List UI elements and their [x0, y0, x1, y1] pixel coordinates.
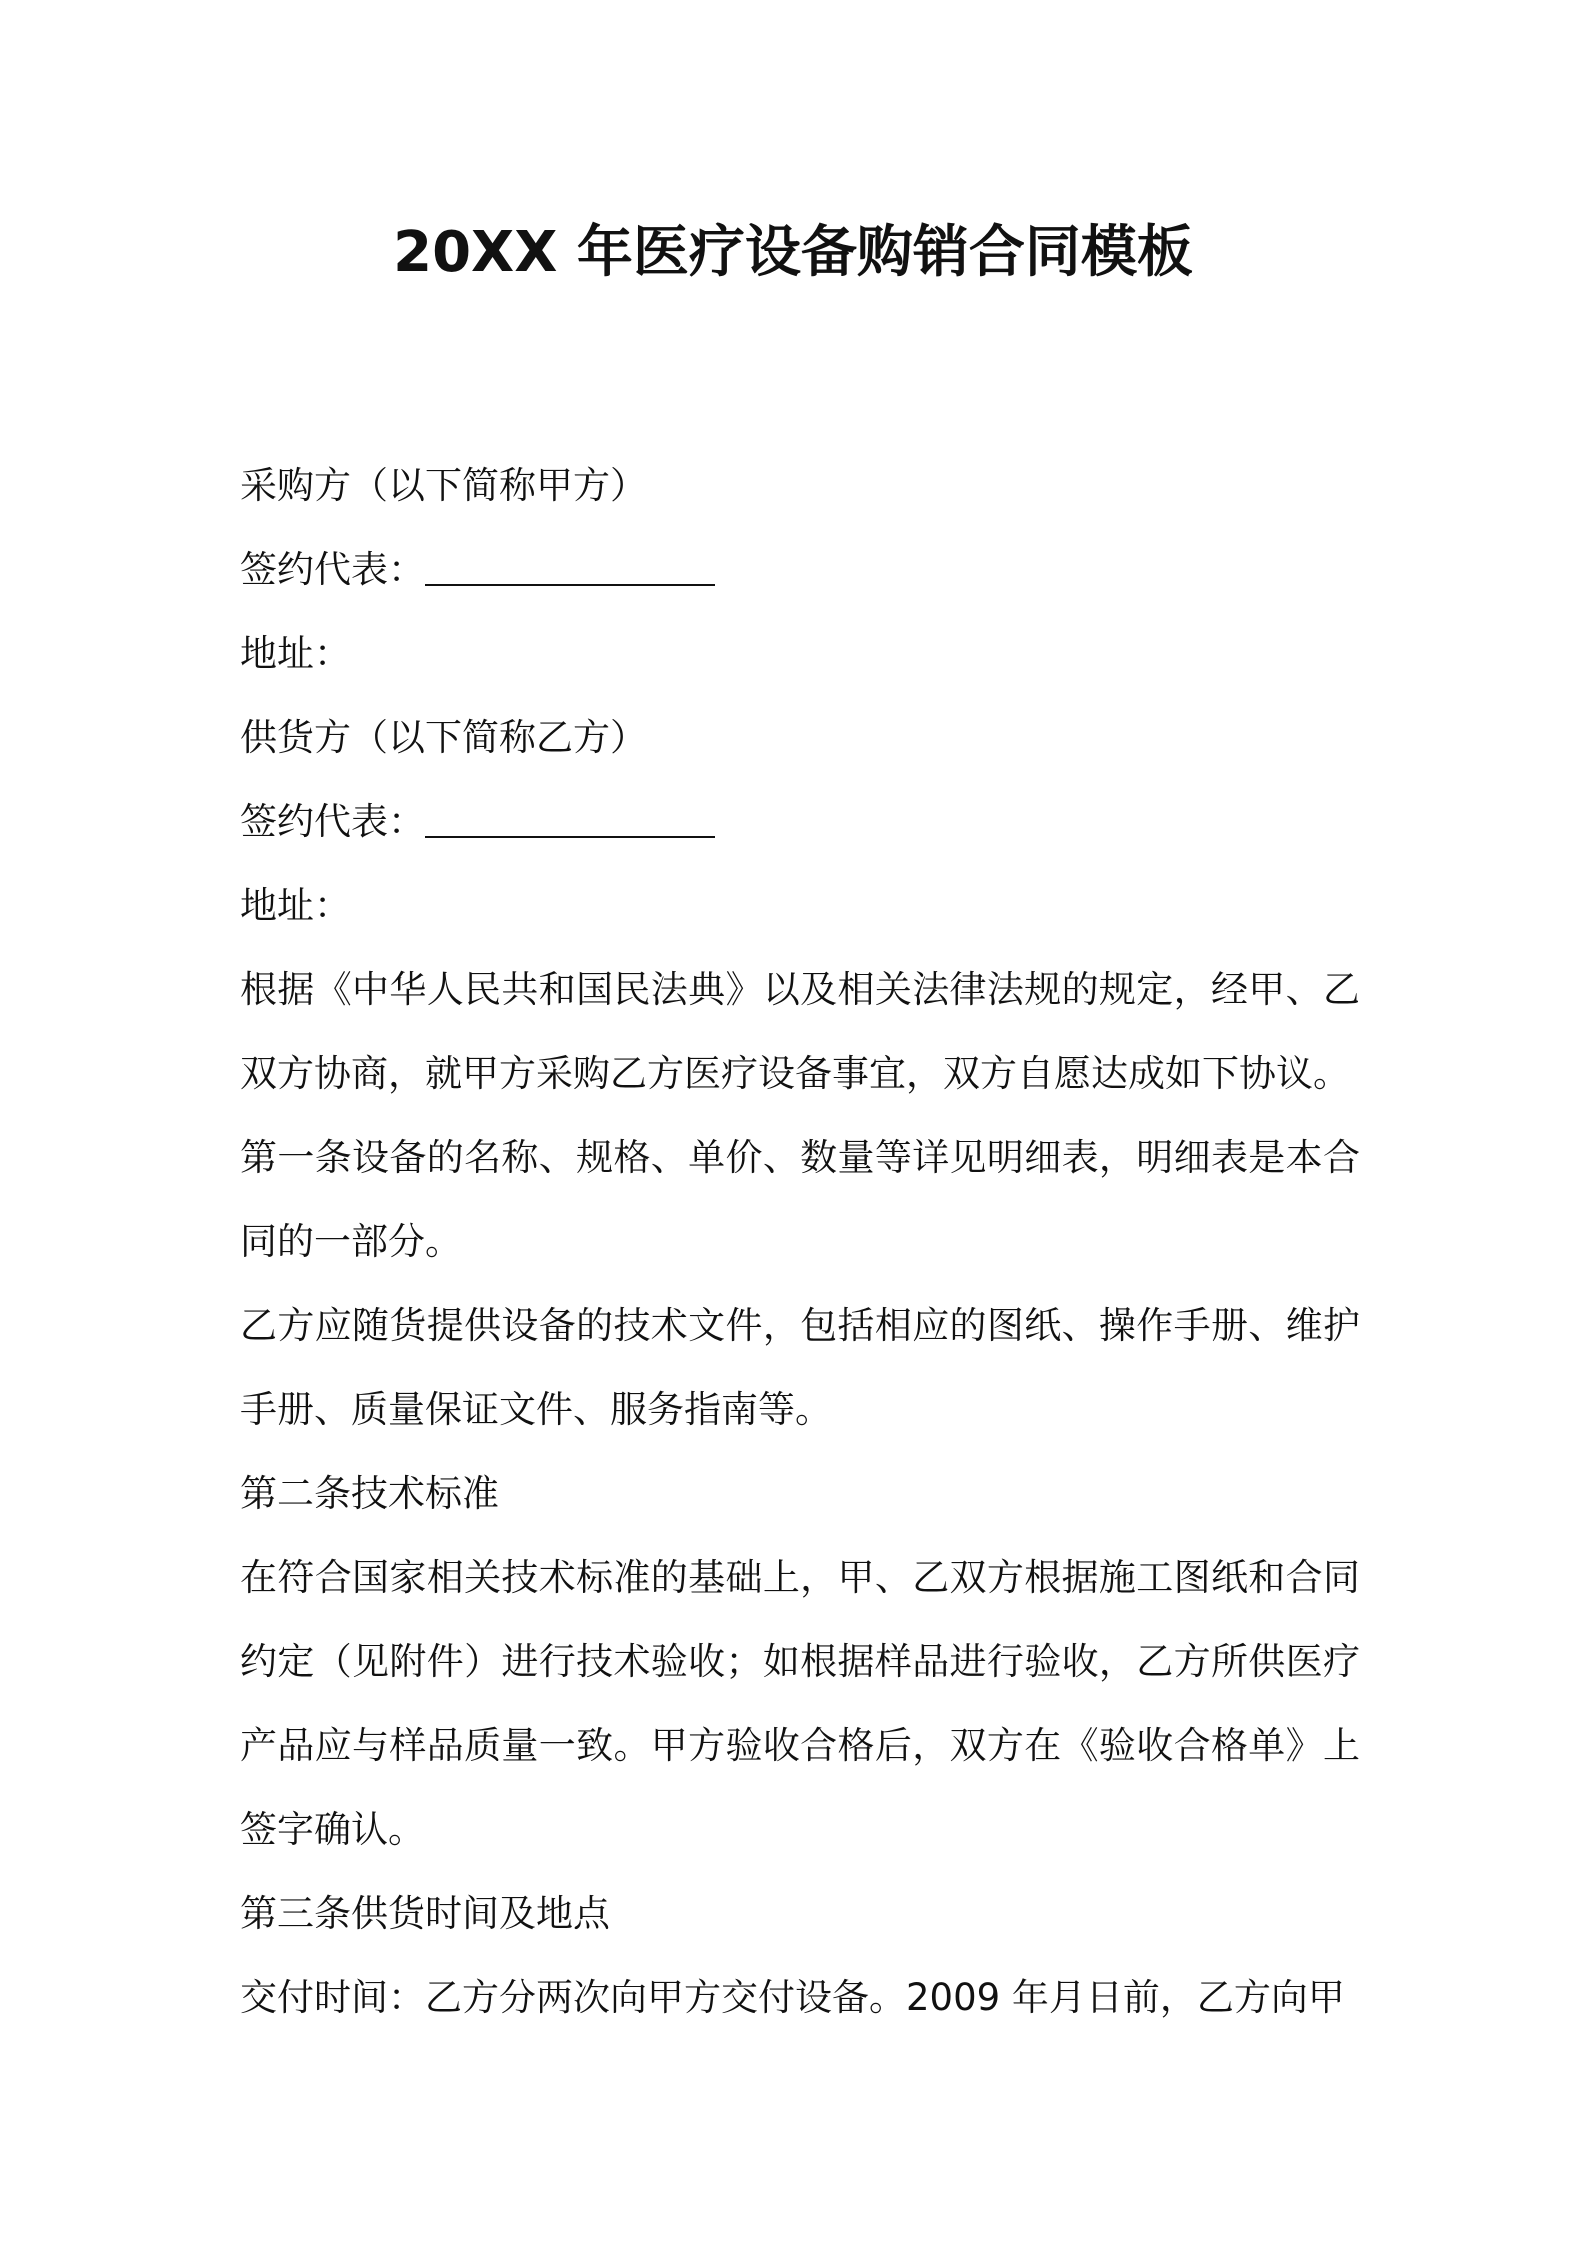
seller-representative-label: 签约代表：: [240, 800, 425, 843]
buyer-address-label: 地址：: [240, 632, 351, 675]
buyer-representative-label: 签约代表：: [240, 548, 425, 591]
article-2-paragraph: 在符合国家相关技术标准的基础上，甲、乙双方根据施工图纸和合同约定（见附件）进行技术验收；如根据样品进行验收，乙方所供医疗产品应与样品质量一致。甲方验收合格后，双方在《验收合格单》上签字确认。: [240, 1556, 1360, 1851]
article-3-delivery-paragraph: 交付时间：乙方分两次向甲方交付设备。2009 年月日前，乙方向甲: [240, 1976, 1345, 2019]
buyer-heading: 采购方（以下简称甲方）: [240, 464, 647, 507]
seller-heading: 供货方（以下简称乙方）: [240, 716, 647, 759]
article-2-heading: 第二条技术标准: [240, 1472, 499, 1515]
preamble-paragraph: 根据《中华人民共和国民法典》以及相关法律法规的规定，经甲、乙双方协商，就甲方采购乙方医疗设备事宜，双方自愿达成如下协议。: [240, 968, 1360, 1095]
seller-representative-line: [240, 780, 1360, 864]
article-3-heading: 第三条供货时间及地点: [240, 1892, 610, 1935]
buyer-representative-blank: [425, 548, 715, 586]
seller-address-label: 地址：: [240, 884, 351, 927]
article-1-documents-paragraph: 乙方应随货提供设备的技术文件，包括相应的图纸、操作手册、维护手册、质量保证文件、服务指南等。: [240, 1304, 1360, 1431]
document-body: [240, 444, 1360, 2040]
article-1-paragraph: 第一条设备的名称、规格、单价、数量等详见明细表，明细表是本合同的一部分。: [240, 1136, 1360, 1263]
seller-representative-blank: [425, 800, 715, 838]
document-title: 20XX 年医疗设备购销合同模板: [393, 220, 1193, 285]
buyer-representative-line: [240, 528, 1360, 612]
